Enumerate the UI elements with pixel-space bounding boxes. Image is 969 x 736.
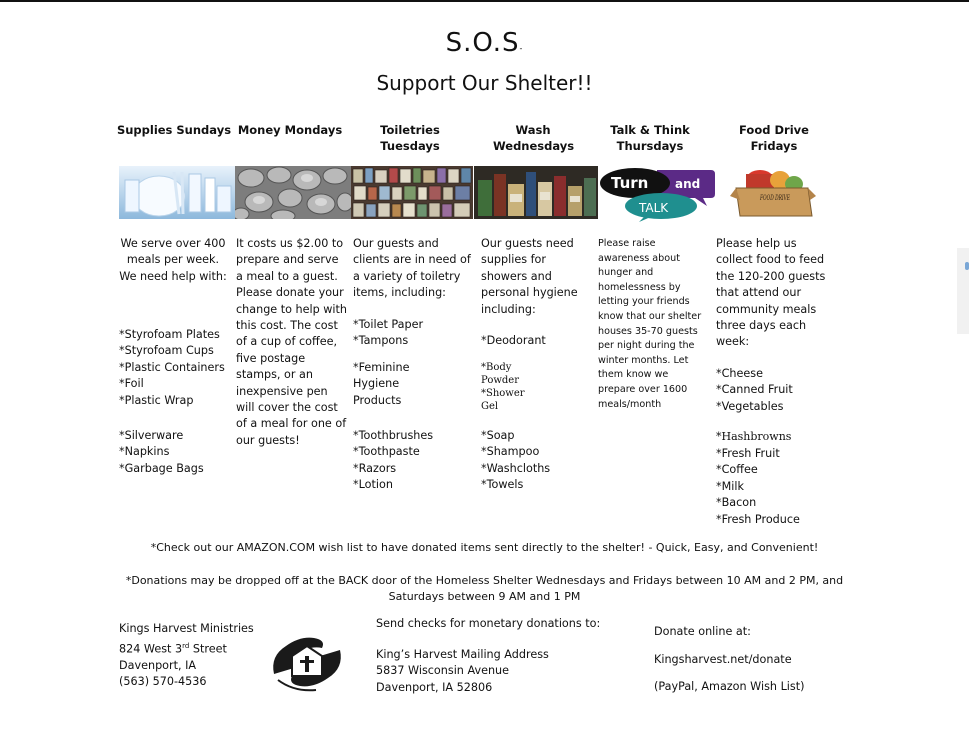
amazon-note: *Check out our AMAZON.COM wish list to have donated items sent directly to the shelter! - Quick, Easy, and Convenient! xyxy=(150,541,819,554)
money-text: It costs us $2.00 to prepare and serve a meal to a guest. Please donate your change to help with this cost. The cost of a cup of coffee, five postage stamps, or an inexpensive pen will cover the cost of a meal for one of our guests! xyxy=(236,237,347,447)
supplies-list-b: *Silverware *Napkins *Garbage Bags xyxy=(119,429,204,475)
org-phone: (563) 570-4536 xyxy=(119,675,207,689)
column-heading: Toiletries Tuesdays xyxy=(380,123,440,153)
toiletries-list-b: *Feminine Hygiene Products xyxy=(353,361,410,407)
food-drive-list-b: *Hashbrowns xyxy=(716,430,792,443)
edge-marker-icon xyxy=(965,262,969,270)
org-address-block xyxy=(119,621,269,691)
food-drive-list-a: *Cheese *Canned Fruit *Vegetables xyxy=(716,367,793,413)
box-label-text: FOOD DRIVE xyxy=(759,194,790,202)
page-subtitle: Support Our Shelter!! xyxy=(376,71,593,95)
dropoff-note-line-1: *Donations may be dropped off at the BACK door of the Homeless Shelter Wednesdays and Fridays between 10 AM and 2 PM, and xyxy=(125,574,844,587)
column-toiletries-tuesdays xyxy=(352,122,468,162)
coins-picture xyxy=(235,166,351,219)
toiletries-picture xyxy=(351,166,473,219)
food-drive-list-c: *Fresh Fruit *Coffee *Milk *Bacon *Fresh Produce xyxy=(716,447,800,526)
food-drive-box-picture xyxy=(730,166,818,222)
kings-harvest-logo xyxy=(264,628,350,696)
food-drive-intro: Please help us collect food to feed the 120-200 guests that attend our community meals three days each week: xyxy=(716,237,826,349)
online-methods: (PayPal, Amazon Wish List) xyxy=(654,680,805,693)
mailing-city: Davenport, IA 52806 xyxy=(376,680,493,694)
supplies-list-a: *Styrofoam Plates *Styrofoam Cups *Plastic Containers *Foil *Plastic Wrap xyxy=(119,328,225,407)
org-city: Davenport, IA xyxy=(119,658,197,672)
plates-cups-picture xyxy=(119,166,235,219)
wash-list-a: *Deodorant xyxy=(481,334,546,347)
online-label: Donate online at: xyxy=(654,625,751,638)
column-heading: Talk & Think Thursdays xyxy=(610,123,690,153)
online-url-link[interactable]: Kingsharvest.net/donate xyxy=(654,652,792,666)
dropoff-note-line-2: Saturdays between 9 AM and 1 PM xyxy=(388,590,581,603)
column-money-mondays xyxy=(232,122,348,162)
bubble-talk-text: TALK xyxy=(639,201,669,215)
column-heading: Food Drive Fridays xyxy=(739,123,809,153)
org-name: Kings Harvest Ministries xyxy=(119,622,254,635)
supplies-intro: We serve over 400 meals per week. We need help with: xyxy=(119,237,227,283)
bubble-and-text: and xyxy=(675,177,701,191)
bubble-turn-text: Turn xyxy=(611,174,649,192)
mailing-name: King’s Harvest Mailing Address xyxy=(376,647,549,661)
mailing-street: 5837 Wisconsin Avenue xyxy=(376,664,510,677)
top-border-line xyxy=(0,0,969,2)
page-edge-scrollbar[interactable] xyxy=(957,248,969,334)
wash-list-b: *Body Powder *Shower Gel xyxy=(481,362,525,412)
column-heading: Supplies Sundays xyxy=(116,123,232,137)
column-wash-wednesdays xyxy=(475,122,591,162)
page-title: S.O.S- xyxy=(445,28,524,58)
online-donation-block xyxy=(654,624,854,696)
toiletries-intro: Our guests and clients are in need of a variety of toiletry items, including: xyxy=(353,237,471,300)
toiletries-list-a: *Toilet Paper *Tampons xyxy=(353,318,424,348)
column-supplies-sundays xyxy=(116,122,232,162)
column-heading: Money Mondays xyxy=(237,123,343,137)
column-heading: Wash Wednesdays xyxy=(493,123,575,153)
wash-list-c: *Soap *Shampoo *Washcloths *Towels xyxy=(481,429,551,492)
wash-intro: Our guests need supplies for showers and personal hygiene including: xyxy=(481,237,578,316)
org-street: 824 West 3rd Street xyxy=(119,641,227,656)
checks-label: Send checks for monetary donations to: xyxy=(376,617,601,630)
toiletries-list-c: *Toothbrushes *Toothpaste *Razors *Lotion xyxy=(353,429,434,492)
toiletry-bottles-picture xyxy=(474,166,598,219)
mailing-block xyxy=(376,616,616,696)
column-food-drive-fridays xyxy=(716,122,832,162)
column-talk-think-thursdays xyxy=(598,122,702,162)
turn-and-talk-picture xyxy=(599,166,717,222)
talk-think-text: Please raise awareness about hunger and homelessness by letting your friends know that our shelter houses 35-70 guests per night during the winter months. Let them know we prepare over 1600 meals/month xyxy=(598,238,702,410)
